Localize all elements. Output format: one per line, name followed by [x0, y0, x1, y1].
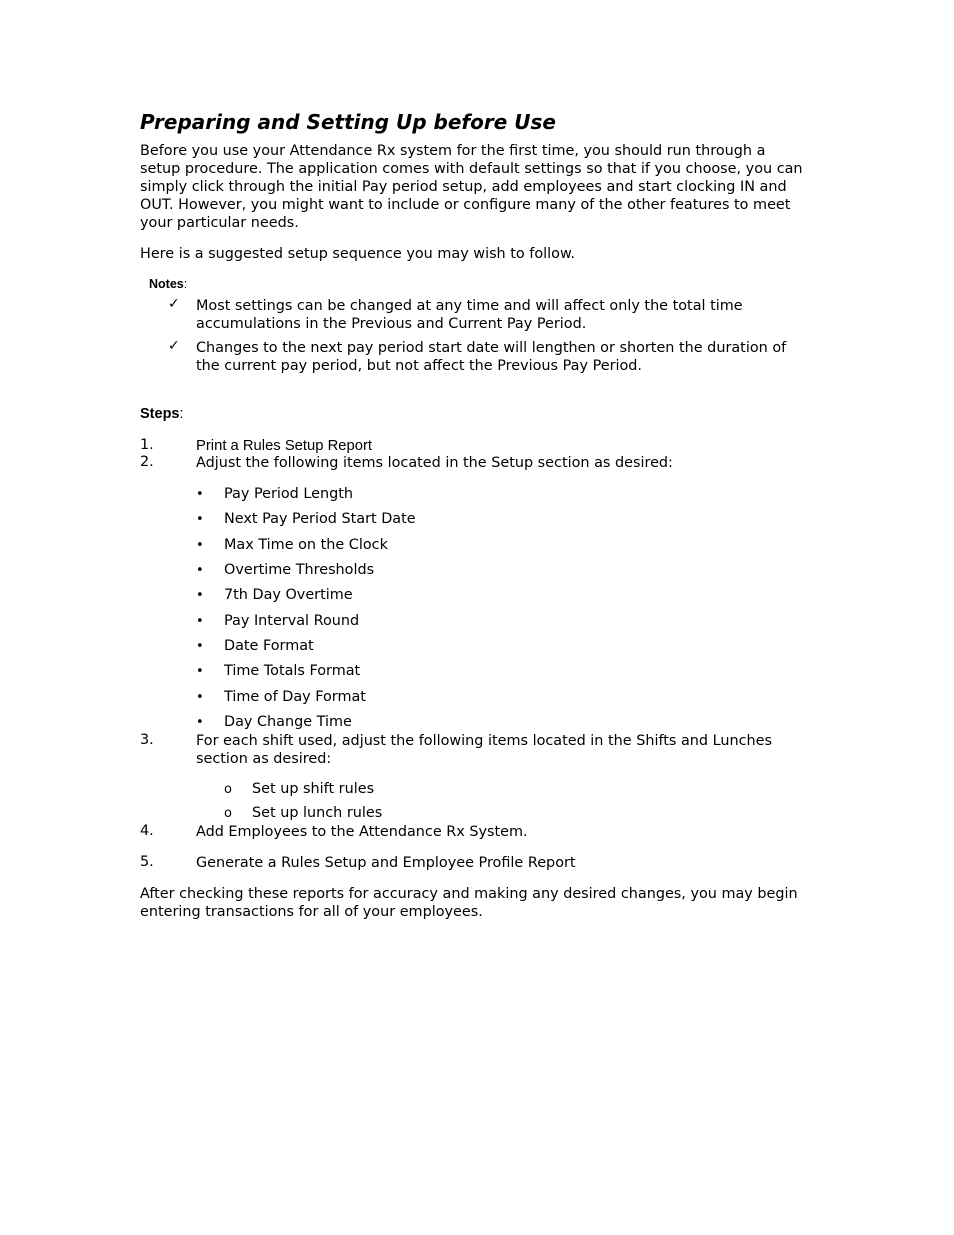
setup-list-item: Pay Period Length — [224, 486, 354, 502]
setup-list-item: Pay Interval Round — [224, 613, 360, 629]
note-item: Most settings can be changed at any time and will affect only the total time accumulations in the Previous and Current Pay Period. — [196, 298, 743, 332]
setup-list-item: Time Totals Format — [224, 663, 361, 679]
notes-label — [149, 277, 187, 291]
bullet-icon: • — [196, 715, 204, 730]
shift-list-item: Set up lunch rules — [252, 805, 383, 821]
page-title: Preparing and Setting Up before Use — [140, 110, 556, 134]
setup-list-item: 7th Day Overtime — [224, 587, 353, 603]
setup-list-item: Overtime Thresholds — [224, 562, 375, 578]
setup-list-item: Day Change Time — [224, 714, 352, 730]
bullet-icon: • — [196, 512, 204, 527]
steps-label-colon: : — [179, 406, 184, 422]
intro-paragraph: Before you use your Attendance Rx system for the first time, you should run through a setup procedure. The application comes with default settings so that if you choose, you can simply click through the initial Pay period setup, add employees and start clocking IN and OUT. However, you might want to include or configure many of the other features to meet your particular needs. — [140, 143, 803, 231]
suggestion-paragraph: Here is a suggested setup sequence you may wish to follow. — [140, 246, 575, 262]
bullet-icon: • — [196, 690, 204, 705]
bullet-icon: • — [196, 664, 204, 679]
notes-label-text: Notes — [149, 277, 184, 291]
check-icon: ✓ — [168, 296, 180, 312]
setup-list-item: Next Pay Period Start Date — [224, 511, 416, 527]
steps-label — [140, 406, 184, 422]
step-number: 1. — [140, 437, 154, 453]
step-text: Add Employees to the Attendance Rx System. — [196, 824, 528, 840]
step-text: Print a Rules Setup Report — [196, 438, 373, 454]
bullet-icon: • — [196, 487, 204, 502]
check-icon: ✓ — [168, 338, 180, 354]
step-text: Generate a Rules Setup and Employee Profile Report — [196, 855, 576, 871]
setup-list-item: Max Time on the Clock — [224, 537, 388, 553]
notes-label-colon: : — [183, 277, 188, 291]
circle-bullet-icon: o — [224, 806, 232, 821]
bullet-icon: • — [196, 614, 204, 629]
step-text: For each shift used, adjust the following items located in the Shifts and Lunches section as desired: — [196, 733, 773, 767]
setup-list-item: Date Format — [224, 638, 314, 654]
circle-bullet-icon: o — [224, 782, 232, 797]
bullet-icon: • — [196, 538, 204, 553]
steps-label-text: Steps — [140, 406, 180, 422]
note-item: Changes to the next pay period start date will lengthen or shorten the duration of the current pay period, but not affect the Previous Pay Period. — [196, 340, 787, 374]
step-number: 4. — [140, 823, 154, 839]
closing-paragraph: After checking these reports for accuracy and making any desired changes, you may begin entering transactions for all of your employees. — [140, 886, 798, 920]
step-number: 5. — [140, 854, 154, 870]
bullet-icon: • — [196, 639, 204, 654]
step-number: 2. — [140, 454, 154, 470]
shift-list-item: Set up shift rules — [252, 781, 375, 797]
step-number: 3. — [140, 732, 154, 748]
bullet-icon: • — [196, 588, 204, 603]
step-text: Adjust the following items located in the Setup section as desired: — [196, 455, 673, 471]
setup-list-item: Time of Day Format — [224, 689, 366, 705]
bullet-icon: • — [196, 563, 204, 578]
